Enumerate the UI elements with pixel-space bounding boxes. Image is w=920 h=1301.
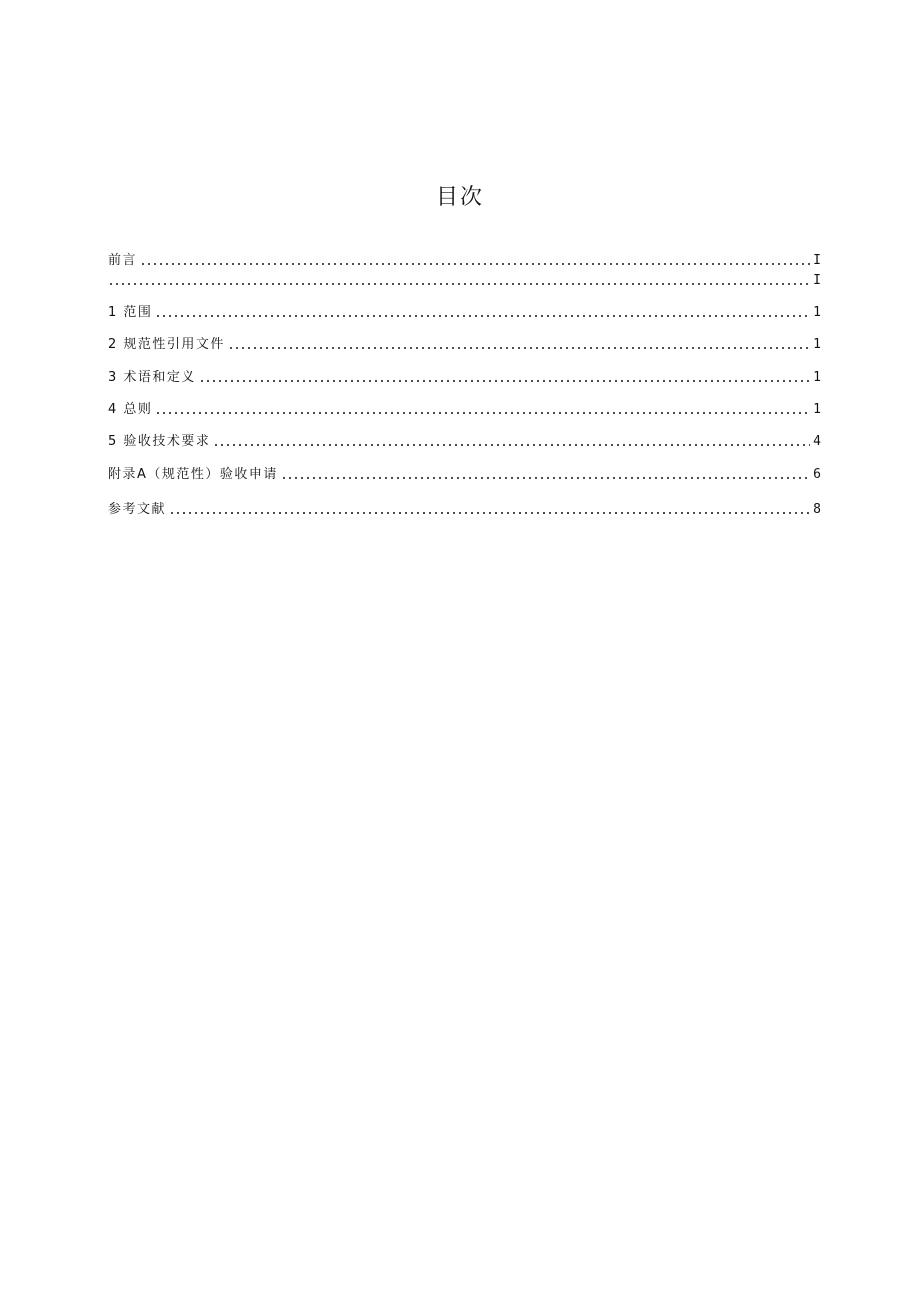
toc-dot-leader xyxy=(199,379,810,383)
toc-entry-page: 8 xyxy=(813,502,821,517)
toc-entry-page: I xyxy=(813,273,821,288)
toc-dot-leader xyxy=(140,262,810,266)
toc-entry-blank[interactable] xyxy=(108,269,821,289)
toc-entry-normative-references[interactable] xyxy=(108,333,821,353)
toc-entry-bibliography[interactable] xyxy=(108,498,821,518)
toc-dot-leader xyxy=(281,476,810,480)
toc-entry-page: 1 xyxy=(813,337,821,352)
page-title: 目次 xyxy=(435,185,484,210)
toc-entry-label: 3 术语和定义 xyxy=(108,370,196,385)
toc-entry-label: 1 范围 xyxy=(108,305,153,320)
toc-entry-page: 1 xyxy=(813,305,821,320)
toc-entry-label: 附录A（规范性）验收申请 xyxy=(108,467,278,482)
toc-entry-label: 2 规范性引用文件 xyxy=(108,337,225,352)
toc-entry-terms-definitions[interactable] xyxy=(108,366,821,386)
toc-entry-label: 4 总则 xyxy=(108,402,153,417)
toc-entry-label: 前言 xyxy=(108,253,138,268)
toc-entry-page: 4 xyxy=(813,434,821,449)
toc-dot-leader xyxy=(213,443,810,447)
toc-entry-foreword[interactable] xyxy=(108,249,821,269)
toc-entry-page: 6 xyxy=(813,467,821,482)
toc-entry-label: 5 验收技术要求 xyxy=(108,434,211,449)
toc-entry-page: I xyxy=(813,253,821,268)
toc-dot-leader xyxy=(169,511,810,515)
toc-entry-general[interactable] xyxy=(108,398,821,418)
toc-dot-leader xyxy=(155,314,810,318)
toc-dot-leader xyxy=(155,411,810,415)
toc-entry-page: 1 xyxy=(813,370,821,385)
toc-entry-annex-a[interactable] xyxy=(108,463,821,483)
toc-entry-page: 1 xyxy=(813,402,821,417)
toc-dot-leader xyxy=(228,346,810,350)
toc-entry-acceptance-requirements[interactable] xyxy=(108,430,821,450)
toc-dot-leader xyxy=(108,282,810,286)
toc-entry-label: 参考文献 xyxy=(108,502,167,517)
toc-entry-scope[interactable] xyxy=(108,301,821,321)
